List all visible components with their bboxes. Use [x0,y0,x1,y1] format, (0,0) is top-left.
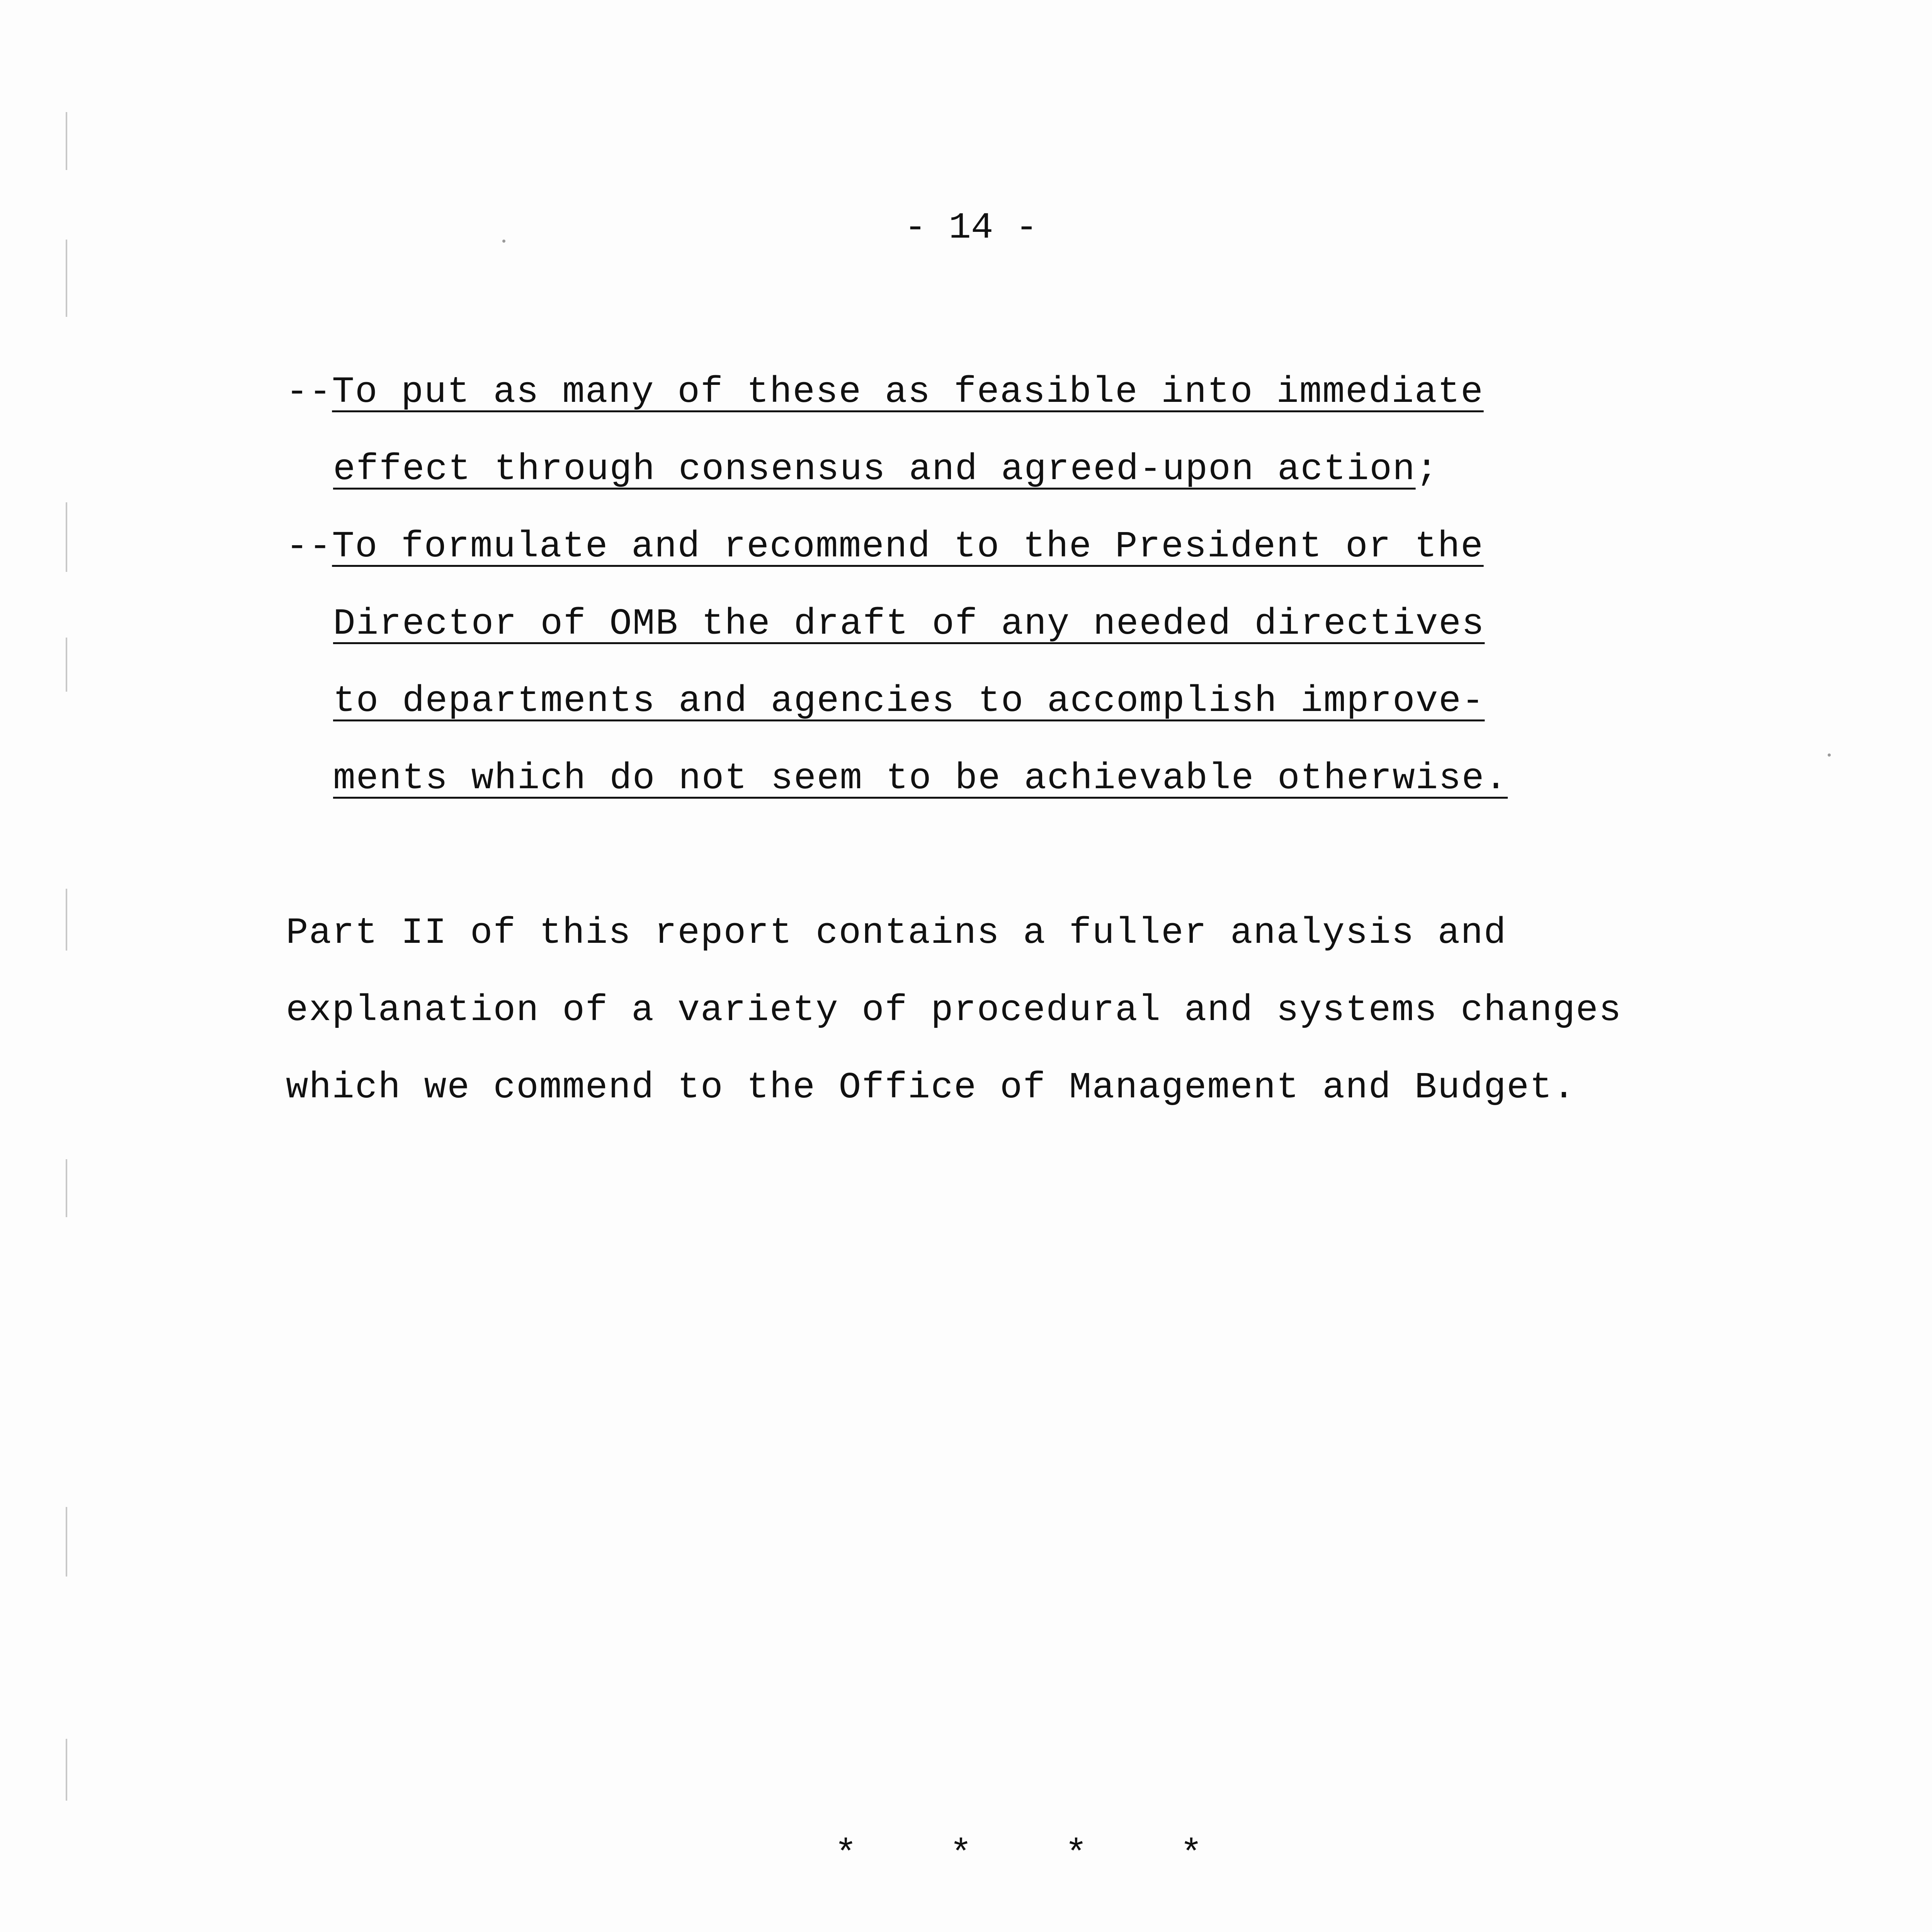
page-number: - 14 - [904,207,1038,249]
scan-edge-mark [66,638,67,692]
scan-edge-mark [66,1739,67,1801]
bullet-text: ments which do not seem to be achievable otherwise. [333,757,1508,799]
scan-edge-mark [66,112,67,170]
bullet-text: To put as many of these as feasible into immediate [332,371,1484,413]
bullet-marker: -- [286,526,332,568]
section-separator-asterisks: * * * * [835,1833,1203,1876]
bullet-2-line-3 [333,678,1485,724]
paragraph-line-1: Part II of this report contains a fuller analysis and [286,912,1507,954]
bullet-2-line-2 [333,601,1485,647]
scan-edge-mark [66,889,67,951]
bullet-1-line-2 [333,446,1439,493]
scan-speck [1828,753,1831,757]
bullet-text: To formulate and recommend to the President or the [332,526,1484,568]
bullet-trailing-punctuation: ; [1415,448,1439,490]
bullet-text: effect through consensus and agreed-upon action [333,448,1416,490]
scan-edge-mark [66,502,67,572]
paragraph-line-3: which we commend to the Office of Management and Budget. [286,1066,1576,1109]
paragraph-line-2: explanation of a variety of procedural and systems changes [286,989,1622,1031]
bullet-marker: -- [286,371,332,413]
scan-speck [502,240,505,243]
bullet-text: Director of OMB the draft of any needed directives [333,603,1485,645]
scan-edge-mark [66,1159,67,1217]
bullet-text: to departments and agencies to accomplish improve- [333,680,1485,722]
bullet-1-line-1 [286,369,1484,415]
scan-edge-mark [66,1507,67,1577]
bullet-2-line-1 [286,524,1484,570]
scan-edge-mark [66,240,67,317]
bullet-2-line-4 [333,755,1508,802]
